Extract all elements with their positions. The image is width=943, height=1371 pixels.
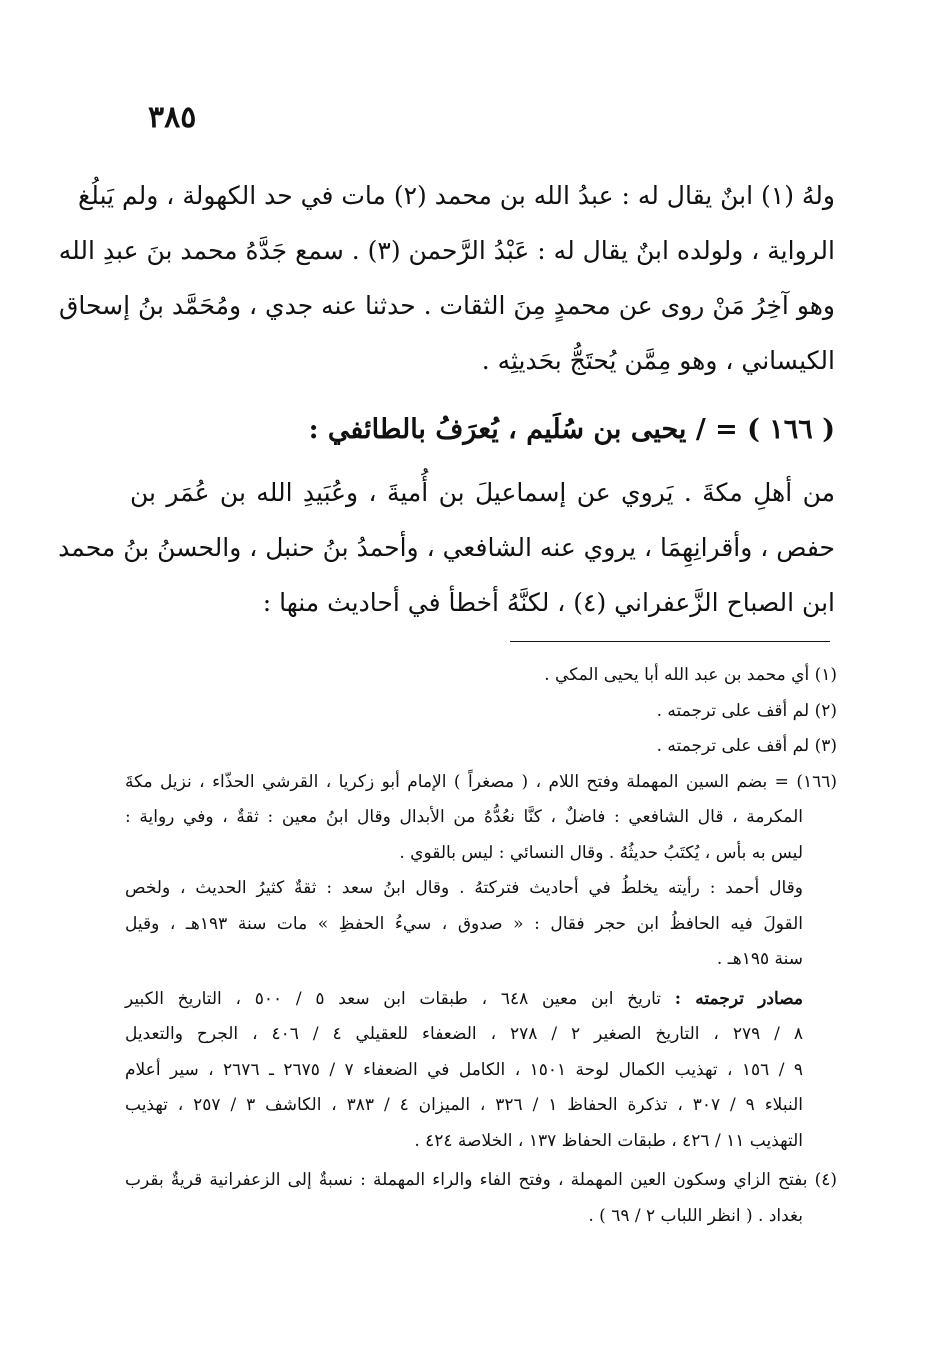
sources-label: مصادر ترجمته :	[674, 988, 803, 1009]
text-line: ولهُ (١) ابنٌ يقال له : عبدُ الله بن محمد (٢) مات في حد الكهولة ، ولم يَبلُغ	[78, 181, 835, 210]
text-line: حفص ، وأقرانِهِمَا ، يروي عنه الشافعي ، وأحمدُ بنُ حنبل ، والحسنُ بنُ محمد	[58, 533, 835, 562]
footnote-line: ٨ / ٢٧٩ ، التاريخ الصغير ٢ / ٢٧٨ ، الضعفاء للعقيلي ٤ / ٤٠٦ ، الجرح والتعديل	[125, 1024, 803, 1044]
footnote-2: (٢) لم أقف على ترجمته .	[656, 700, 837, 721]
main-text	[58, 168, 835, 630]
text-line: من أهلِ مكةَ . يَروي عن إسماعيلَ بن أُميةَ ، وعُبَيدِ الله بن عُمَر بن	[130, 478, 835, 507]
footnote-1: (١) أي محمد بن عبد الله أبا يحيى المكي .	[544, 665, 837, 685]
footnote-line: التهذيب ١١ / ٤٢٦ ، طبقات الحفاظ ١٣٧ ، الخلاصة ٤٢٤ .	[414, 1130, 803, 1151]
sources-text: تاريخ ابن معين ٦٤٨ ، طبقات ابن سعد ٥ / ٥٠٠ ، التاريخ الكبير	[125, 988, 661, 1009]
footnote-line	[125, 982, 837, 1018]
footnote-4	[125, 1163, 837, 1234]
text-line: الكيساني ، وهو مِمَّن يُحتَجُّ بحَديثِه .	[481, 346, 835, 375]
footnote-line: (١٦٦) = بضم السين المهملة وفتح اللام ، ( مصغراً ) الإمام أبو زكريا ، القرشي الحذّاء ، نزيل مكةَ	[125, 771, 837, 792]
footnote-line: وقال أحمد : رأيته يخلطُ في أحاديث فتركتهُ . وقال ابنُ سعد : ثقةٌ كثيرُ الحديث ، ولخص	[125, 878, 803, 898]
text-line: وهو آخِرُ مَنْ روى عن محمدٍ مِنَ الثقات . حدثنا عنه جدي ، ومُحَمَّد بنُ إسحاق	[58, 291, 835, 320]
footnote-line: سنة ١٩٥هـ .	[716, 949, 803, 969]
sources-block	[125, 982, 837, 1160]
footnote-3: (٣) لم أقف على ترجمته .	[656, 736, 837, 756]
text-line: الرواية ، ولولده ابنٌ يقال له : عَبْدُ الرَّحمن (٣) . سمع جَدَّهُ محمد بنَ عبدِ الله	[58, 236, 835, 265]
footnote-line: ليس به بأس ، يُكتَبُ حديثُهُ . وقال النسائي : ليس بالقوي .	[399, 842, 803, 863]
footnote-166	[125, 765, 837, 978]
footnote-line: بغداد . ( انظر اللباب ٢ / ٦٩ ) .	[588, 1205, 803, 1226]
footnote-line: المكرمة ، قال الشافعي : فاضلٌ ، كنَّا نعُدُّهُ من الأبدال وقال ابنُ معين : ثقةٌ ، وفي رواية :	[125, 807, 803, 827]
footnote-line: النبلاء ٩ / ٣٠٧ ، تذكرة الحفاظ ١ / ٣٢٦ ، الميزان ٤ / ٣٨٣ ، الكاشف ٣ / ٢٥٧ ، تهذيب	[125, 1095, 803, 1115]
footnote-line: ٩ / ١٥٦ ، تهذيب الكمال لوحة ١٥٠١ ، الكامل في الضعفاء ٧ / ٢٦٧٥ ـ ٢٦٧٦ ، سير أعلام	[125, 1059, 803, 1080]
page-number: ٣٨٥	[148, 100, 197, 135]
footnote-line: (٤) بفتح الزاي وسكون العين المهملة ، وفتح الفاء والراء المهملة : نسبةٌ إلى الزعفرانية قريةٌ بقرب	[125, 1170, 837, 1190]
footnote-divider	[510, 641, 830, 642]
text-line: ابن الصباح الزَّعفراني (٤) ، لكنَّهُ أخطأ في أحاديث منها :	[262, 588, 835, 617]
paragraph-2	[58, 465, 835, 630]
entry-heading: ( ١٦٦ ) = / يحيى بن سُلَيم ، يُعرَفُ بالطائفي :	[308, 414, 835, 445]
footnote-line: القولَ فيه الحافظُ ابن حجر فقال : « صدوق ، سيءُ الحفظِ » مات سنة ١٩٣هـ ، وقيل	[125, 913, 803, 934]
paragraph-1	[58, 168, 835, 388]
footnotes	[125, 658, 837, 1238]
